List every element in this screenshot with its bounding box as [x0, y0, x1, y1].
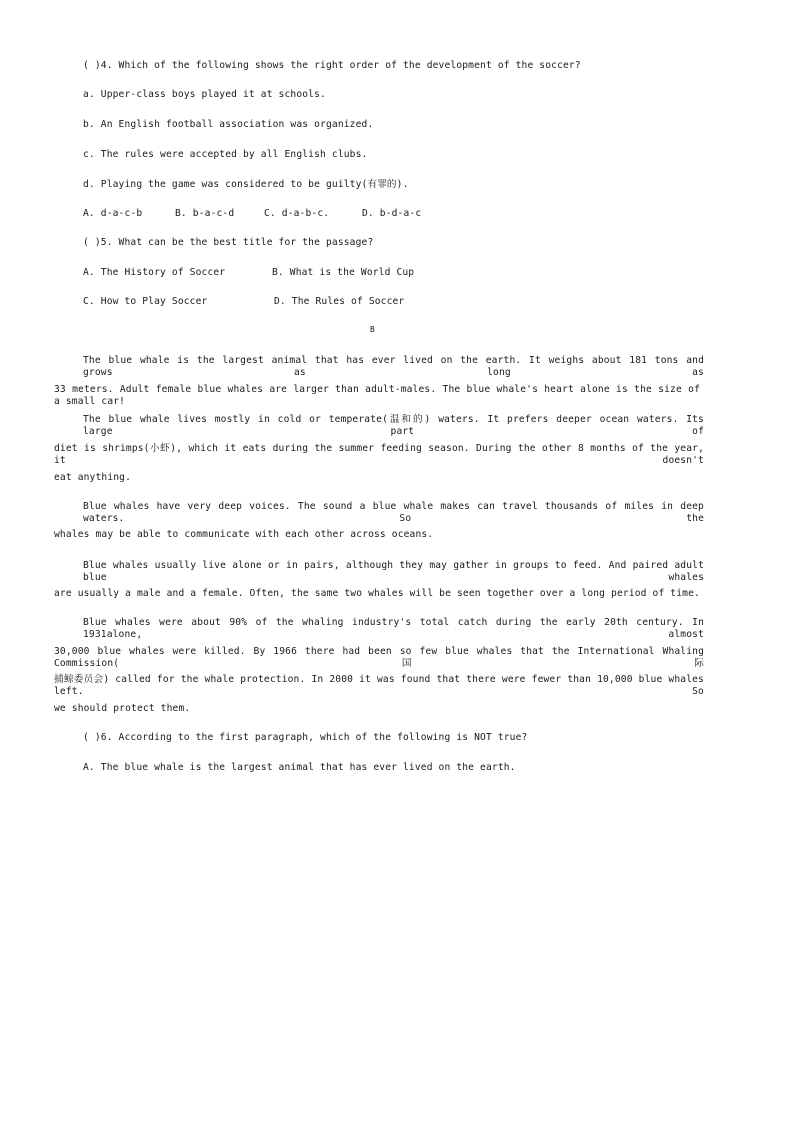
question-4-stem: ( )4. Which of the following shows the right order of the development of the soccer? [83, 60, 581, 71]
passage-line-4: diet is shrimps(小虾), which it eats during the summer feeding season. During the other 8 months of the year, it doesn't [54, 443, 704, 466]
passage-line-1: The blue whale is the largest animal that has ever lived on the earth. It weighs about 181 tons and grows as long as [83, 355, 704, 378]
question-5-stem: ( )5. What can be the best title for the passage? [83, 237, 374, 248]
q4-option-a: A. d-a-c-b [83, 208, 143, 219]
passage-line-5: eat anything. [54, 472, 132, 483]
q4-option-c: C. d-a-b-c. [264, 208, 330, 219]
q5-option-d: D. The Rules of Soccer [274, 296, 405, 307]
passage-line-8: Blue whales usually live alone or in pairs, although they may gather in groups to feed. And paired adult blue whales [83, 560, 704, 583]
passage-line-3: The blue whale lives mostly in cold or temperate(温和的) waters. It prefers deeper ocean waters. Its large part of [83, 414, 704, 437]
q4-item-a: a. Upper-class boys played it at schools. [83, 89, 326, 100]
q5-options-row-2 [83, 296, 404, 308]
q4-option-b: B. b-a-c-d [175, 208, 235, 219]
passage-line-9: are usually a male and a female. Often, the same two whales will be seen together over a long period of time. [54, 588, 700, 599]
q5-options-row-1 [83, 267, 414, 279]
passage-line-10: Blue whales were about 90% of the whaling industry's total catch during the early 20th century. In 1931alone, almost [83, 617, 704, 640]
q6-option-a: A. The blue whale is the largest animal that has ever lived on the earth. [83, 762, 516, 773]
passage-line-13: we should protect them. [54, 703, 191, 714]
q5-option-c: C. How to Play Soccer [83, 296, 208, 307]
q4-item-c: c. The rules were accepted by all English clubs. [83, 149, 368, 160]
q4-item-b: b. An English football association was organized. [83, 119, 374, 130]
q5-option-b: B. What is the World Cup [272, 267, 415, 278]
q4-option-d: D. b-d-a-c [362, 208, 422, 219]
question-6-stem: ( )6. According to the first paragraph, which of the following is NOT true? [83, 732, 528, 743]
passage-line-2: 33 meters. Adult female blue whales are larger than adult-males. The blue whale's heart alone is the size of a small car! [54, 384, 700, 407]
passage-line-7: whales may be able to communicate with each other across oceans. [54, 529, 434, 540]
q4-options [83, 208, 421, 220]
q4-item-d: d. Playing the game was considered to be guilty(有罪的). [83, 179, 409, 190]
q5-option-a: A. The History of Soccer [83, 267, 226, 278]
passage-line-6: Blue whales have very deep voices. The sound a blue whale makes can travel thousands of miles in deep waters. So the [83, 501, 704, 524]
passage-line-12: 捕鲸委员会) called for the whale protection. In 2000 it was found that there were fewer than 10,000 blue whales left. So [54, 674, 704, 697]
section-b-label: B [370, 325, 375, 334]
passage-line-11: 30,000 blue whales were killed. By 1966 there had been so few blue whales that the International Whaling Commission(国际 [54, 646, 704, 669]
